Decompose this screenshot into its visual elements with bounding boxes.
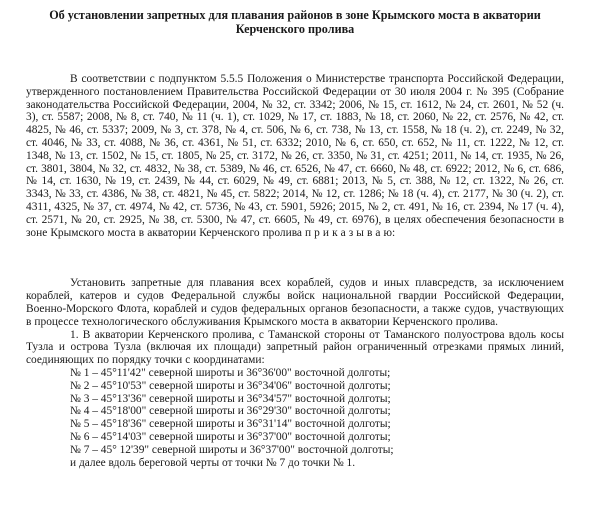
order-paragraph: Установить запретные для плавания всех кораблей, судов и иных плавсредств, за исключением кораблей, катеров и судов Федеральной службы войск национальной гвардии Российской Федерации, Военно-Морского Флота, кораблей и судов федеральных органов безопасности, а также судов, участвующих в процессе технологического обслуживания Крымского моста в акватории Керченского пролива. <box>26 277 564 328</box>
coordinate-point: № 2 – 45°10'53" северной широты и 36°34'06" восточной долготы; <box>70 379 391 392</box>
coordinate-point: № 4 – 45°18'00" северной широты и 36°29'30" восточной долготы; <box>70 405 391 418</box>
coordinate-point: № 7 – 45° 12'39" северной широты и 36°37'00" восточной долготы; <box>70 443 394 456</box>
coordinate-point: № 3 – 45°13'36" северной широты и 36°34'57" восточной долготы; <box>70 392 391 405</box>
preamble-paragraph: В соответствии с подпунктом 5.5.5 Положения о Министерстве транспорта Российской Федерации, утвержденного постановлением Правительства Российской Федерации от 30 июля 2004 г. № 395 (Собрание законодательства Российской Федерации, 2004, № 32, ст. 3342; 2006, № 15, ст. 1612, № 24, ст. 2601, № 52 (ч. 3), ст. 5587; 2008, № 8, ст. 740, № 11 (ч. 1), ст. 1029, № 17, ст. 1883, № 18, ст. 2060, № 22, ст. 2576, № 42, ст. 4825, № 46, ст. 5337; 2009, № 3, ст. 378, № 4, ст. 506, № 6, ст. 738, № 13, ст. 1558, № 18 (ч. 2), ст. 2249, № 32, ст. 4046, № 33, ст. 4088, № 36, ст. 4361, № 51, ст. 6332; 2010, № 6, ст. 650, ст. 652, № 11, ст. 1222, № 12, ст. 1348, № 13, ст. 1502, № 15, ст. 1805, № 25, ст. 3172, № 26, ст. 3350, № 31, ст. 4251; 2011, № 14, ст. 1935, № 26, ст. 3801, 3804, № 32, ст. 4832, № 38, ст. 5389, № 46, ст. 6526, № 47, ст. 6660, № 48, ст. 6922; 2012, № 6, ст. 686, № 14, ст. 1630, № 19, ст. 2439, № 44, ст. 6029, № 49, ст. 6881; 2013, № 5, ст. 388, № 12, ст. 1322, № 26, ст. 3343, № 33, ст. 4386, № 38, ст. 4821, № 45, ст. 5822; 2014, № 12, ст. 1286; № 18 (ч. 4), ст. 2177, № 30 (ч. 2), ст. 4311, 4325, № 37, ст. 4974, № 42, ст. 5736, № 43, ст. 5901, 5926; 2015, № 2, ст. 491, № 16, ст. 2394, № 17 (ч. 4), ст. 2571, № 20, ст. 2925, № 38, ст. 5300, № 47, ст. 6605, № 49, ст. 6976), в целях обеспечения безопасности в зоне Крымского моста в акватории Керченского пролива п р и к а з ы в а ю: <box>26 73 564 239</box>
coordinate-point: № 6 – 45°14'03" северной широты и 36°37'00" восточной долготы; <box>70 430 391 443</box>
clause-1-paragraph: 1. В акватории Керченского пролива, с Таманской стороны от Таманского полуострова вдоль косы Тузла и острова Тузла (включая их площади) запретный район ограниченный отрезками прямых линий, соединяющих по порядку точки с координатами: <box>26 328 564 367</box>
coordinate-tail: и далее вдоль береговой черты от точки № 7 до точки № 1. <box>70 456 356 469</box>
document-title: Об установлении запретных для плавания районов в зоне Крымского моста в акватории Керченского пролива <box>49 8 541 36</box>
coordinate-list <box>26 367 564 457</box>
coordinate-point: № 1 – 45°11'42" северной широты и 36°36'00" восточной долготы; <box>70 366 391 379</box>
coordinate-point: № 5 – 45°18'36" северной широты и 36°31'14" восточной долготы; <box>70 418 391 431</box>
paragraph-gap <box>26 239 564 277</box>
